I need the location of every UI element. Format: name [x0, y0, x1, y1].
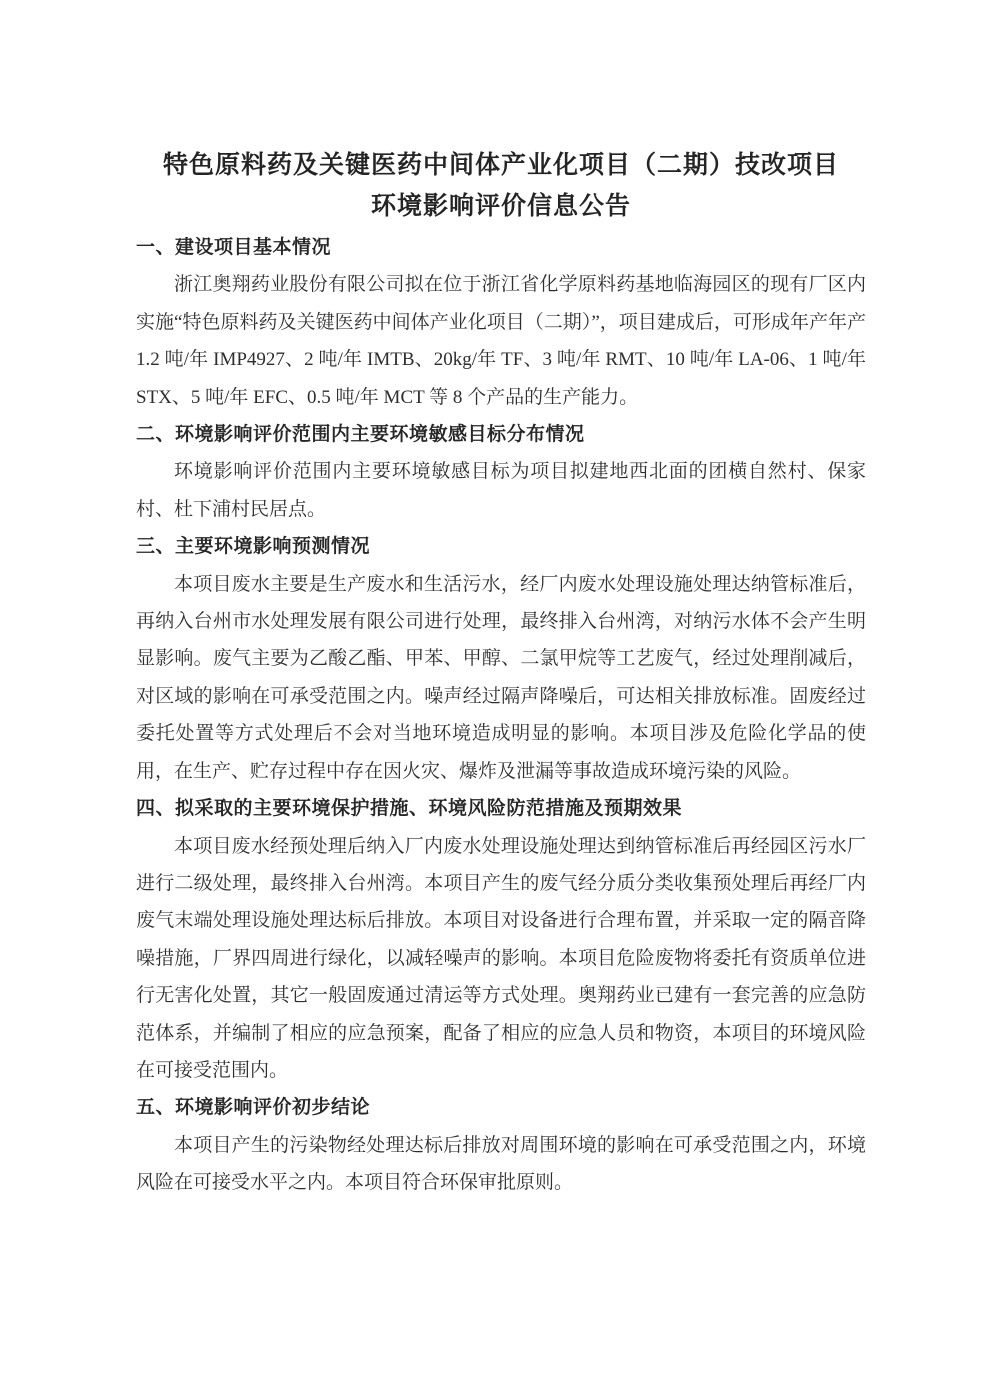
document-title	[136, 145, 866, 227]
section-paragraph: 浙江奥翔药业股份有限公司拟在位于浙江省化学原料药基地临海园区的现有厂区内实施“特色原料药及关键医药中间体产业化项目（二期）”，项目建成后，可形成年产年产 1.2 吨/年 IMP4927、2 吨/年 IMTB、20kg/年 TF、3 吨/年 RMT、10 吨/年 LA-06、1 吨/年 STX、5 吨/年 EFC、0.5 吨/年 MCT 等 8 个产品的生产能力。	[136, 274, 866, 408]
section-sensitive-targets	[136, 416, 866, 528]
section-heading-3: 三、主要环境影响预测情况	[136, 536, 371, 558]
section-paragraph: 本项目产生的污染物经处理达标后排放对周围环境的影响在可承受范围之内，环境风险在可接受水平之内。本项目符合环保审批原则。	[136, 1134, 866, 1194]
section-heading-4: 四、拟采取的主要环境保护措施、环境风险防范措施及预期效果	[136, 798, 683, 820]
section-heading-2: 二、环境影响评价范围内主要环境敏感目标分布情况	[136, 424, 585, 446]
section-paragraph: 本项目废水经预处理后纳入厂内废水处理设施处理达到纳管标准后再经园区污水厂进行二级处理，最终排入台州湾。本项目产生的废气经分质分类收集预处理后再经厂内废气末端处理设施处理达标后排放。本项目对设备进行合理布置，并采取一定的隔音降噪措施，厂界四周进行绿化，以减轻噪声的影响。本项目危险废物将委托有资质单位进行无害化处置，其它一般固废通过清运等方式处理。奥翔药业已建有一套完善的应急防范体系，并编制了相应的应急预案，配备了相应的应急人员和物资，本项目的环境风险在可接受范围内。	[136, 835, 866, 1081]
section-project-basics	[136, 229, 866, 416]
section-preliminary-conclusion	[136, 1089, 866, 1201]
document-title-line-2: 环境影响评价信息公告	[370, 192, 631, 220]
section-protection-measures	[136, 790, 866, 1089]
document-title-line-1: 特色原料药及关键医药中间体产业化项目（二期）技改项目	[162, 151, 839, 179]
section-paragraph: 环境影响评价范围内主要环境敏感目标为项目拟建地西北面的团横自然村、保家村、杜下浦村民居点。	[136, 461, 866, 520]
section-heading-1: 一、建设项目基本情况	[136, 237, 332, 258]
section-heading-5: 五、环境影响评价初步结论	[136, 1097, 371, 1119]
section-paragraph: 本项目废水主要是生产废水和生活污水，经厂内废水处理设施处理达纳管标准后，再纳入台州市水处理发展有限公司进行处理，最终排入台州湾，对纳污水体不会产生明显影响。废气主要为乙酸乙酯、甲苯、甲醇、二氯甲烷等工艺废气，经过处理削减后，对区域的影响在可承受范围之内。噪声经过隔声降噪后，可达相关排放标准。固废经过委托处置等方式处理后不会对当地环境造成明显的影响。本项目涉及危险化学品的使用，在生产、贮存过程中存在因火灾、爆炸及泄漏等事故造成环境污染的风险。	[136, 573, 866, 782]
section-impact-prediction	[136, 528, 866, 790]
